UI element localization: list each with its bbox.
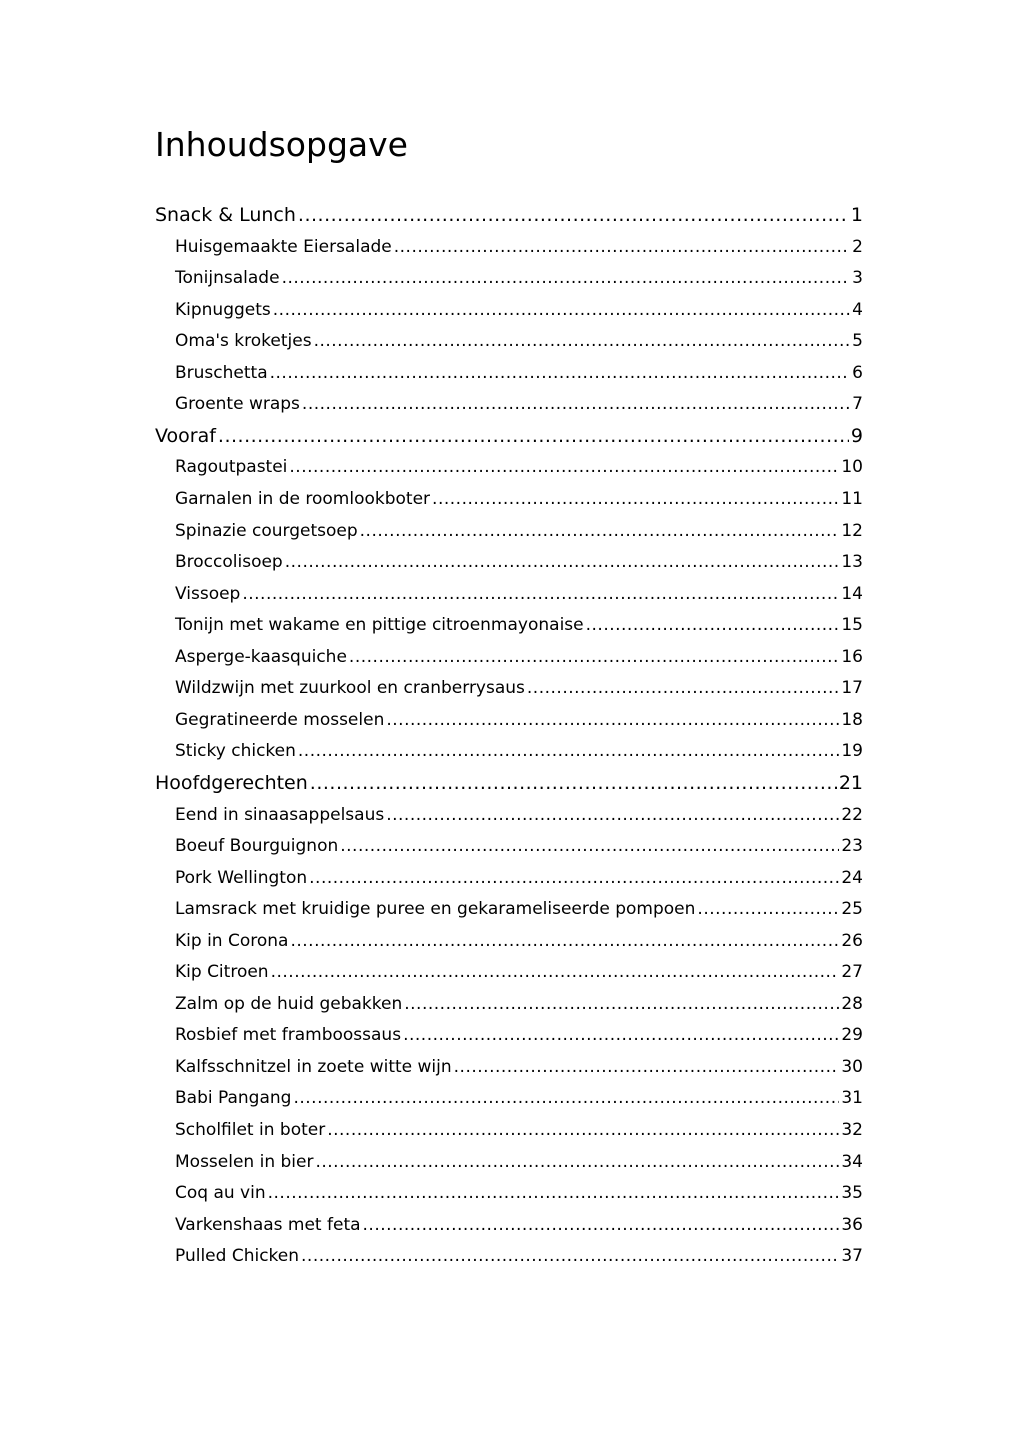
toc-item-entry[interactable] bbox=[155, 1052, 863, 1084]
toc-dot-leader bbox=[404, 989, 839, 1021]
toc-dot-leader bbox=[340, 831, 839, 863]
toc-dot-leader bbox=[386, 800, 839, 832]
toc-page-number: 34 bbox=[841, 1151, 863, 1172]
toc-page-number: 5 bbox=[852, 331, 863, 352]
toc-item-label: Gegratineerde mosselen bbox=[175, 709, 385, 730]
toc-item-entry[interactable] bbox=[155, 863, 863, 895]
toc-item-entry[interactable] bbox=[155, 295, 863, 327]
toc-page-number: 24 bbox=[841, 867, 863, 888]
toc-item-entry[interactable] bbox=[155, 642, 863, 674]
toc-item-entry[interactable] bbox=[155, 389, 863, 421]
toc-item-label: Scholfilet in boter bbox=[175, 1120, 326, 1140]
toc-item-label: Spinazie courgetsoep bbox=[175, 520, 358, 541]
toc-item-entry[interactable] bbox=[155, 579, 863, 611]
toc-item-entry[interactable] bbox=[155, 263, 863, 295]
toc-item-entry[interactable] bbox=[155, 547, 863, 579]
toc-item-entry[interactable] bbox=[155, 484, 863, 516]
toc-page-number: 12 bbox=[841, 520, 863, 541]
toc-item-entry[interactable] bbox=[155, 516, 863, 548]
toc-dot-leader bbox=[285, 547, 840, 579]
toc-item-entry[interactable] bbox=[155, 831, 863, 863]
toc-item-entry[interactable] bbox=[155, 358, 863, 390]
toc-page-number: 7 bbox=[852, 394, 863, 415]
toc-item-entry[interactable] bbox=[155, 1083, 863, 1115]
toc-page-number: 16 bbox=[841, 646, 863, 667]
toc-dot-leader bbox=[349, 642, 839, 674]
toc-dot-leader bbox=[403, 1020, 839, 1052]
toc-item-label: Mosselen in bier bbox=[175, 1151, 314, 1172]
toc-page-number: 15 bbox=[841, 615, 863, 636]
toc-page-number: 17 bbox=[841, 678, 863, 699]
toc-item-label: Pork Wellington bbox=[175, 867, 308, 888]
toc-page-number: 10 bbox=[841, 457, 863, 478]
toc-item-label: Oma's kroketjes bbox=[175, 331, 312, 352]
toc-item-label: Huisgemaakte Eiersalade bbox=[175, 236, 392, 257]
toc-page-number: 29 bbox=[841, 1025, 863, 1046]
toc-page-number: 11 bbox=[841, 489, 863, 510]
toc-item-entry[interactable] bbox=[155, 452, 863, 484]
toc-page-number: 4 bbox=[852, 299, 863, 320]
toc-page-number: 32 bbox=[841, 1120, 863, 1140]
toc-page-number: 37 bbox=[841, 1246, 863, 1267]
toc-dot-leader bbox=[315, 1147, 839, 1179]
toc-page-number: 19 bbox=[841, 741, 863, 762]
toc-dot-leader bbox=[386, 705, 839, 737]
table-of-contents bbox=[155, 200, 863, 1273]
toc-item-label: Kalfsschnitzel in zoete witte wijn bbox=[175, 1056, 452, 1077]
toc-page-number: 30 bbox=[841, 1056, 863, 1077]
toc-dot-leader bbox=[360, 516, 840, 548]
toc-dot-leader bbox=[302, 389, 850, 421]
toc-item-entry[interactable] bbox=[155, 1115, 863, 1147]
toc-dot-leader bbox=[454, 1052, 840, 1084]
toc-item-label: Kip in Corona bbox=[175, 930, 289, 951]
toc-dot-leader bbox=[301, 1241, 839, 1273]
toc-item-label: Vissoep bbox=[175, 583, 241, 604]
toc-dot-leader bbox=[290, 926, 839, 958]
toc-item-label: Kipnuggets bbox=[175, 299, 271, 320]
toc-item-label: Babi Pangang bbox=[175, 1088, 292, 1109]
toc-page-number: 26 bbox=[841, 930, 863, 951]
toc-item-entry[interactable] bbox=[155, 673, 863, 705]
toc-dot-leader bbox=[282, 263, 851, 295]
toc-item-label: Varkenshaas met feta bbox=[175, 1214, 361, 1235]
toc-page-number: 35 bbox=[841, 1183, 863, 1204]
toc-page-number: 6 bbox=[852, 362, 863, 383]
toc-item-label: Rosbief met framboossaus bbox=[175, 1025, 402, 1046]
toc-item-label: Sticky chicken bbox=[175, 741, 296, 762]
toc-dot-leader bbox=[271, 957, 840, 989]
toc-item-entry[interactable] bbox=[155, 705, 863, 737]
toc-page-number: 2 bbox=[852, 236, 863, 257]
toc-item-entry[interactable] bbox=[155, 894, 863, 926]
toc-page-number: 3 bbox=[852, 268, 863, 289]
toc-item-label: Eend in sinaasappelsaus bbox=[175, 804, 385, 825]
toc-page-number: 21 bbox=[838, 771, 863, 794]
toc-item-entry[interactable] bbox=[155, 1178, 863, 1210]
toc-page-number: 18 bbox=[841, 709, 863, 730]
toc-item-label: Ragoutpastei bbox=[175, 457, 288, 478]
toc-dot-leader bbox=[242, 579, 839, 611]
toc-section-label: Snack & Lunch bbox=[155, 204, 296, 226]
toc-section-entry[interactable] bbox=[155, 200, 863, 232]
toc-item-entry[interactable] bbox=[155, 1241, 863, 1273]
toc-item-label: Tonijnsalade bbox=[175, 268, 280, 289]
toc-item-entry[interactable] bbox=[155, 1020, 863, 1052]
toc-item-label: Pulled Chicken bbox=[175, 1246, 300, 1267]
toc-section-entry[interactable] bbox=[155, 768, 863, 800]
toc-dot-leader bbox=[298, 200, 849, 232]
toc-item-label: Asperge-kaasquiche bbox=[175, 646, 347, 667]
toc-item-label: Broccolisoep bbox=[175, 552, 283, 573]
toc-page-number: 36 bbox=[841, 1214, 863, 1235]
toc-dot-leader bbox=[310, 768, 837, 800]
toc-dot-leader bbox=[309, 863, 839, 895]
toc-dot-leader bbox=[314, 326, 851, 358]
toc-item-label: Coq au vin bbox=[175, 1183, 266, 1204]
toc-dot-leader bbox=[432, 484, 839, 516]
toc-dot-leader bbox=[218, 421, 849, 453]
toc-page-number: 22 bbox=[841, 804, 863, 825]
toc-page-number: 25 bbox=[841, 899, 863, 920]
toc-dot-leader bbox=[527, 673, 839, 705]
toc-section-label: Hoofdgerechten bbox=[155, 771, 308, 794]
toc-page-number: 13 bbox=[841, 552, 863, 573]
toc-dot-leader bbox=[394, 232, 850, 264]
page-title: Inhoudsopgave bbox=[155, 125, 408, 164]
toc-page-number: 14 bbox=[841, 583, 863, 604]
toc-item-label: Zalm op de huid gebakken bbox=[175, 993, 403, 1014]
toc-item-entry[interactable] bbox=[155, 800, 863, 832]
toc-dot-leader bbox=[697, 894, 839, 926]
toc-item-entry[interactable] bbox=[155, 610, 863, 642]
toc-page-number: 28 bbox=[841, 993, 863, 1014]
toc-item-label: Kip Citroen bbox=[175, 962, 269, 983]
toc-page-number: 23 bbox=[841, 836, 863, 857]
toc-section-entry[interactable] bbox=[155, 421, 863, 453]
toc-item-entry[interactable] bbox=[155, 989, 863, 1021]
toc-item-entry[interactable] bbox=[155, 926, 863, 958]
toc-dot-leader bbox=[586, 610, 840, 642]
toc-page-number: 27 bbox=[841, 962, 863, 983]
toc-item-label: Lamsrack met kruidige puree en gekarameliseerde pompoen bbox=[175, 899, 696, 920]
toc-dot-leader bbox=[273, 295, 850, 327]
toc-item-label: Groente wraps bbox=[175, 394, 300, 415]
toc-item-label: Boeuf Bourguignon bbox=[175, 836, 339, 857]
toc-page-number: 1 bbox=[850, 204, 863, 226]
toc-item-label: Tonijn met wakame en pittige citroenmayonaise bbox=[175, 615, 584, 636]
toc-item-label: Bruschetta bbox=[175, 362, 268, 383]
toc-dot-leader bbox=[363, 1210, 840, 1242]
toc-section-label: Vooraf bbox=[155, 424, 216, 447]
toc-item-label: Wildzwijn met zuurkool en cranberrysaus bbox=[175, 678, 525, 699]
toc-item-label: Garnalen in de roomlookboter bbox=[175, 489, 431, 510]
toc-item-entry[interactable] bbox=[155, 1147, 863, 1179]
toc-item-entry[interactable] bbox=[155, 326, 863, 358]
toc-dot-leader bbox=[293, 1083, 839, 1115]
toc-item-entry[interactable] bbox=[155, 957, 863, 989]
toc-item-entry[interactable] bbox=[155, 736, 863, 768]
toc-dot-leader bbox=[268, 1178, 840, 1210]
toc-page-number: 31 bbox=[841, 1088, 863, 1109]
toc-dot-leader bbox=[327, 1115, 839, 1147]
toc-item-entry[interactable] bbox=[155, 1210, 863, 1242]
toc-item-entry[interactable] bbox=[155, 232, 863, 264]
toc-dot-leader bbox=[270, 358, 851, 390]
toc-dot-leader bbox=[298, 736, 839, 768]
toc-page-number: 9 bbox=[850, 424, 863, 447]
toc-dot-leader bbox=[289, 452, 839, 484]
